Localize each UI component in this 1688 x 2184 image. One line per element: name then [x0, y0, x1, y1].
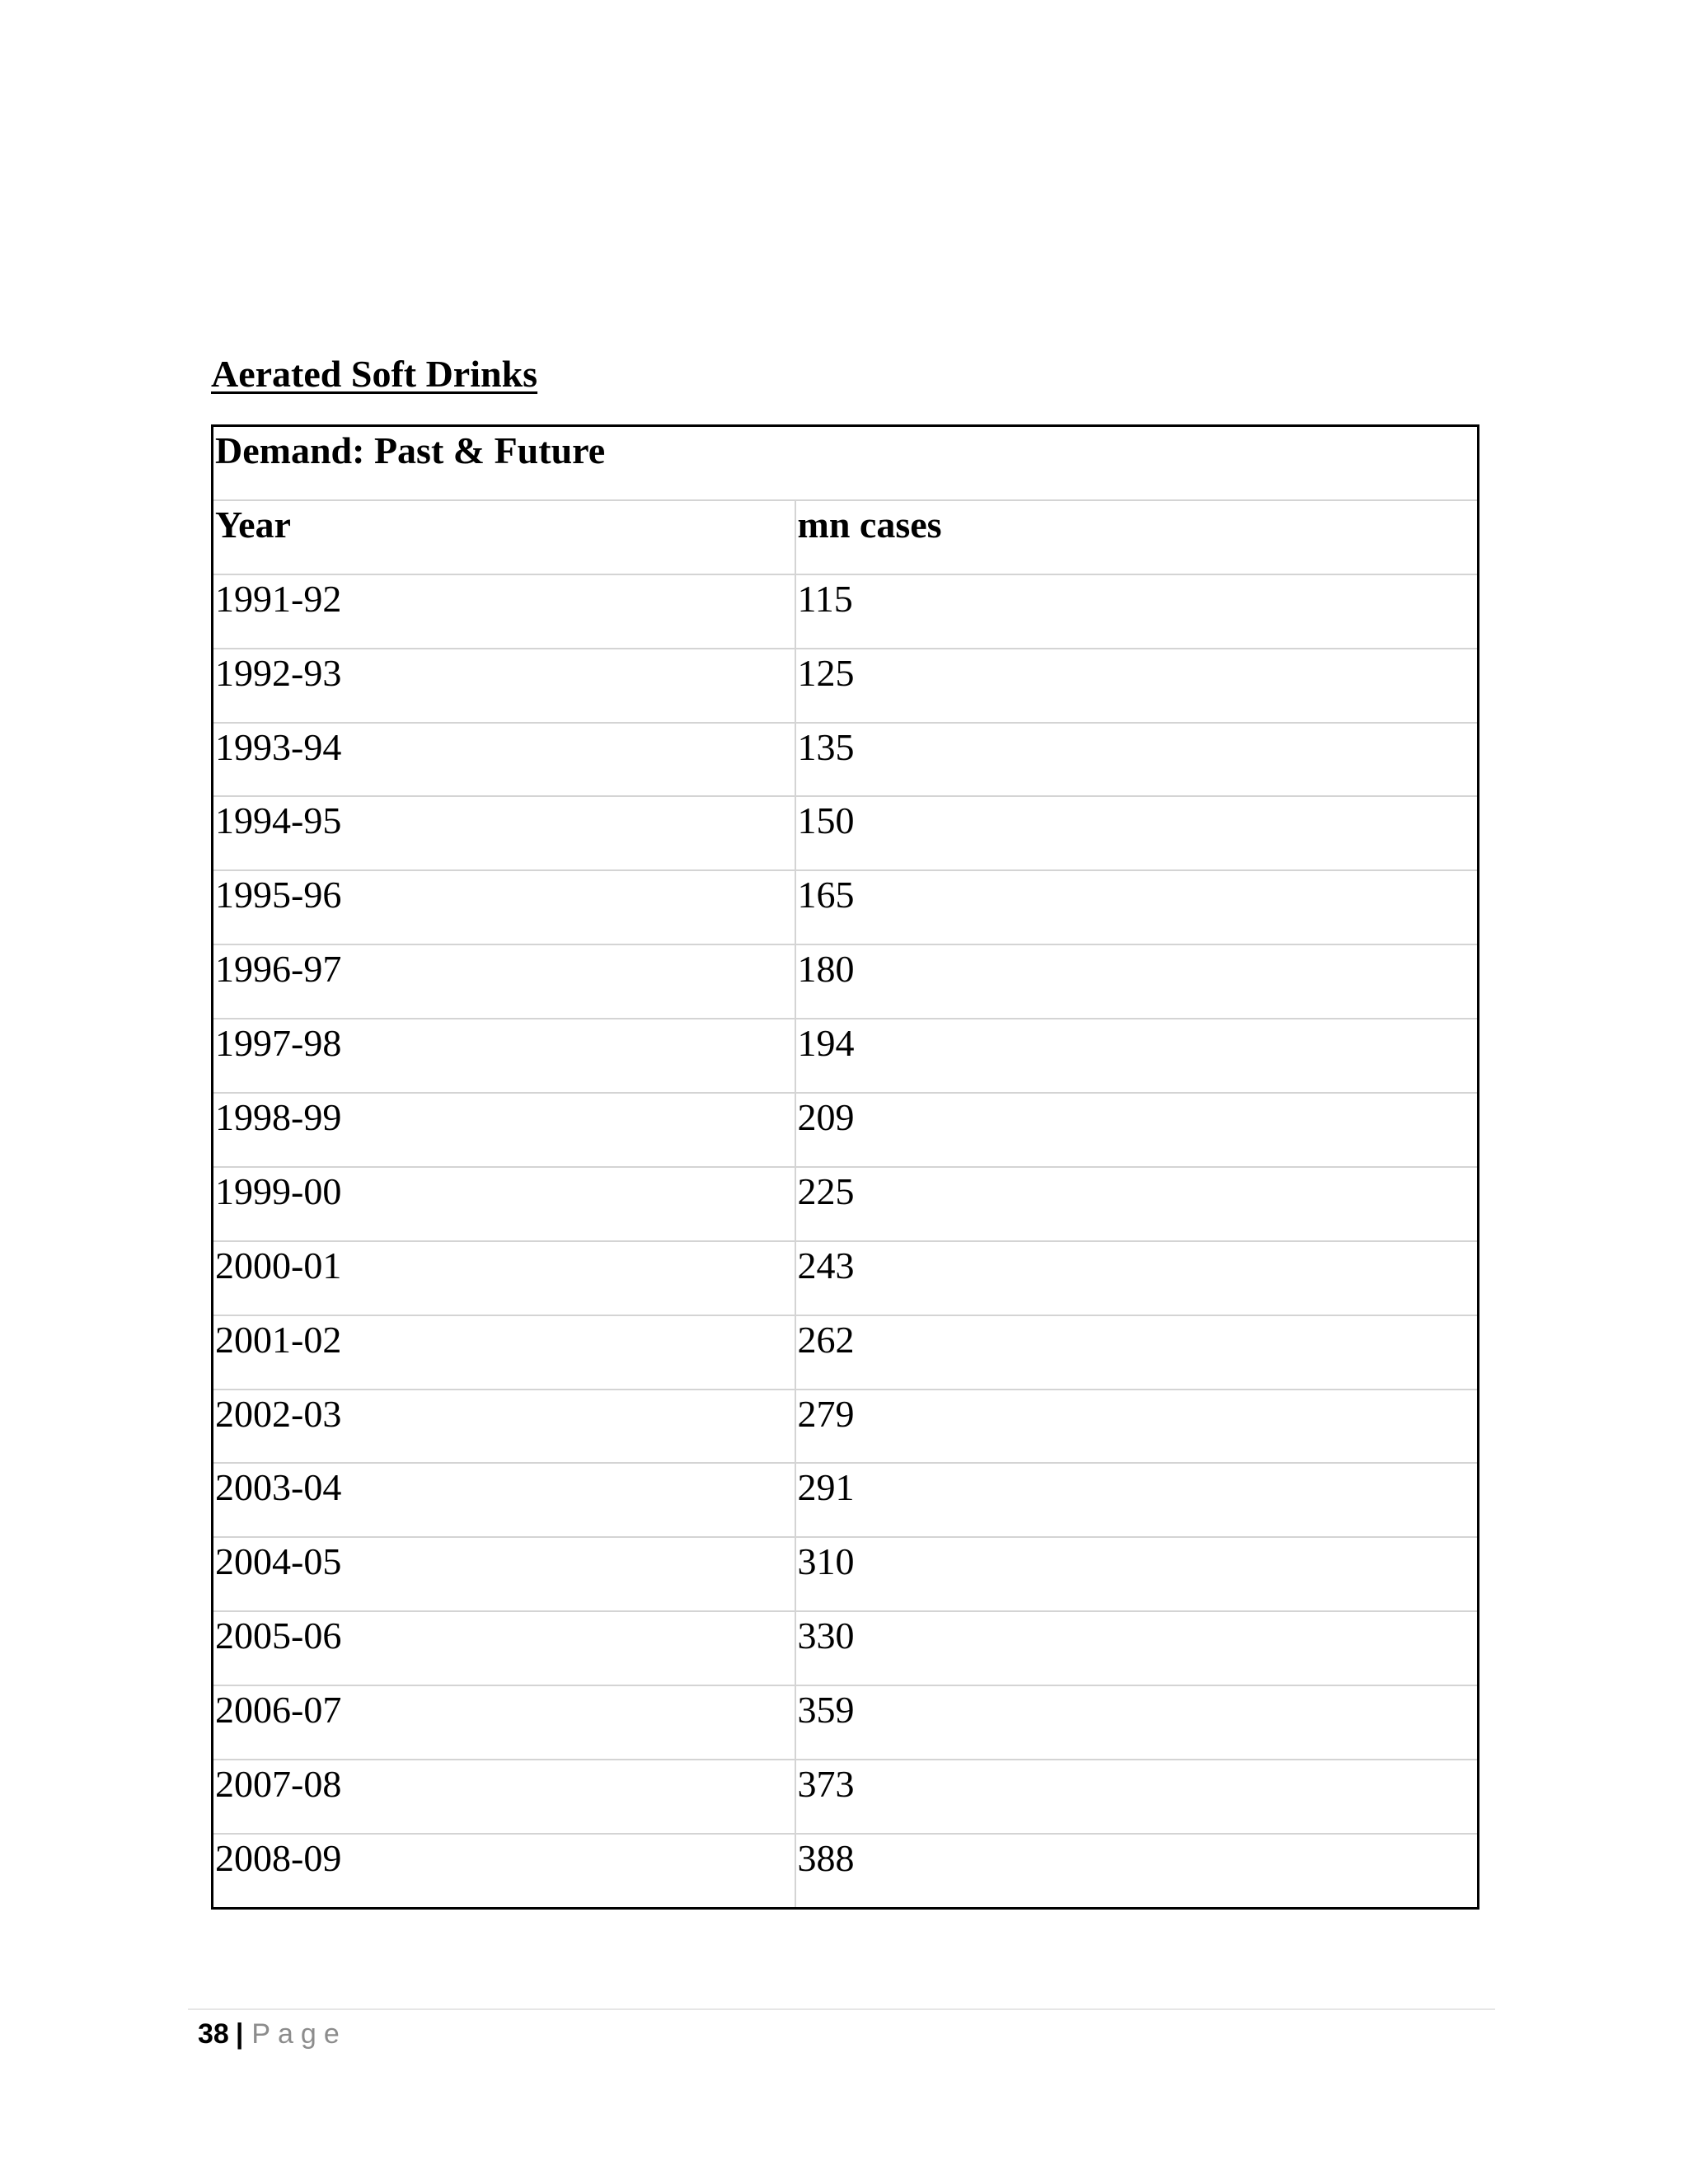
cell-mn-cases: 388: [795, 1834, 1479, 1909]
cell-year: 2005-06: [213, 1611, 795, 1685]
table-row: [213, 723, 1479, 797]
cell-mn-cases: 115: [795, 574, 1479, 649]
table-row: [213, 1093, 1479, 1167]
cell-mn-cases: 194: [795, 1019, 1479, 1093]
cell-year: 1991-92: [213, 574, 795, 649]
footer-separator: |: [235, 2018, 244, 2050]
cell-mn-cases: 373: [795, 1760, 1479, 1834]
cell-year: 2004-05: [213, 1537, 795, 1611]
cell-mn-cases: 225: [795, 1167, 1479, 1241]
cell-mn-cases: 359: [795, 1685, 1479, 1760]
table-row: [213, 1463, 1479, 1537]
cell-mn-cases: 279: [795, 1390, 1479, 1464]
page-label: Page: [251, 2018, 347, 2050]
table-row: [213, 870, 1479, 944]
table-row: [213, 1019, 1479, 1093]
column-header-year: Year: [213, 500, 795, 574]
cell-year: 1998-99: [213, 1093, 795, 1167]
table-row: [213, 1315, 1479, 1390]
cell-mn-cases: 135: [795, 723, 1479, 797]
table-row: [213, 796, 1479, 870]
cell-mn-cases: 310: [795, 1537, 1479, 1611]
cell-year: 2007-08: [213, 1760, 795, 1834]
cell-year: 2006-07: [213, 1685, 795, 1760]
demand-table: [211, 424, 1479, 1910]
table-row: [213, 944, 1479, 1019]
cell-year: 1996-97: [213, 944, 795, 1019]
cell-year: 2002-03: [213, 1390, 795, 1464]
footer-divider: [188, 2008, 1495, 2010]
cell-mn-cases: 291: [795, 1463, 1479, 1537]
cell-mn-cases: 125: [795, 649, 1479, 723]
cell-year: 1993-94: [213, 723, 795, 797]
cell-year: 2001-02: [213, 1315, 795, 1390]
table-caption: Demand: Past & Future: [215, 429, 606, 471]
cell-mn-cases: 330: [795, 1611, 1479, 1685]
page-footer: [198, 2014, 347, 2054]
cell-mn-cases: 262: [795, 1315, 1479, 1390]
section-heading: Aerated Soft Drinks: [211, 353, 538, 395]
cell-year: 2000-01: [213, 1241, 795, 1315]
table-row: [213, 649, 1479, 723]
cell-year: 1995-96: [213, 870, 795, 944]
cell-mn-cases: 165: [795, 870, 1479, 944]
table-row: [213, 1760, 1479, 1834]
table-row: [213, 1241, 1479, 1315]
cell-year: 1997-98: [213, 1019, 795, 1093]
table-row: [213, 1611, 1479, 1685]
page-number: 38: [198, 2018, 229, 2050]
table-row: [213, 1390, 1479, 1464]
table-caption-row: [213, 426, 1479, 500]
table-row: [213, 1167, 1479, 1241]
cell-year: 1994-95: [213, 796, 795, 870]
cell-mn-cases: 180: [795, 944, 1479, 1019]
column-header-mn-cases: mn cases: [795, 500, 1479, 574]
table-row: [213, 1834, 1479, 1909]
cell-year: 1999-00: [213, 1167, 795, 1241]
table-header-row: [213, 500, 1479, 574]
cell-mn-cases: 243: [795, 1241, 1479, 1315]
cell-mn-cases: 150: [795, 796, 1479, 870]
table-row: [213, 1537, 1479, 1611]
cell-mn-cases: 209: [795, 1093, 1479, 1167]
cell-year: 2008-09: [213, 1834, 795, 1909]
cell-year: 2003-04: [213, 1463, 795, 1537]
cell-year: 1992-93: [213, 649, 795, 723]
table-row: [213, 1685, 1479, 1760]
table-row: [213, 574, 1479, 649]
